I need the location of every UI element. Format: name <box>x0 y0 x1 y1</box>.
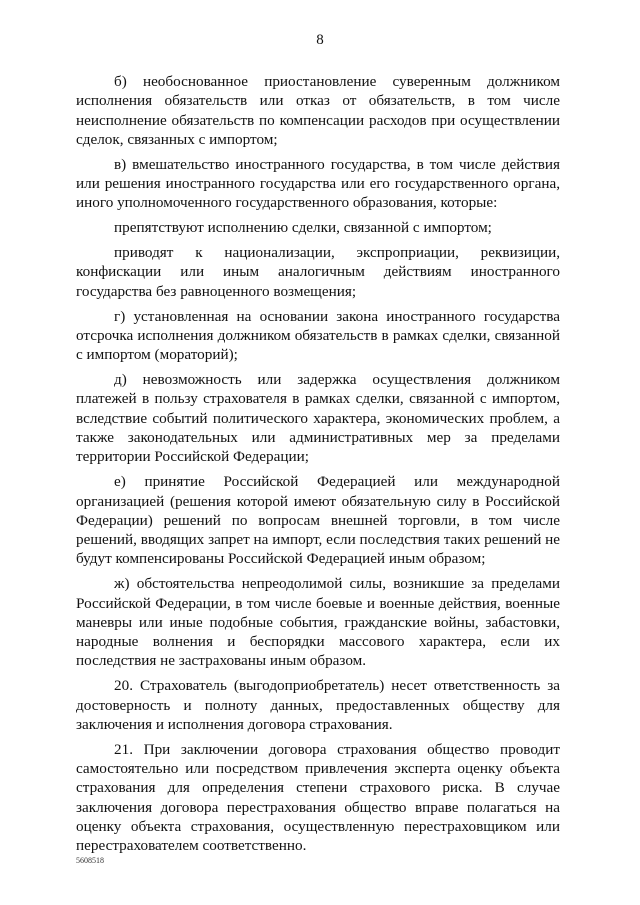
paragraph-v: в) вмешательство иностранного государства, в том числе действия или решения иностранного государства или его государственного органа, иного уполномоченного государственного образования, которые: <box>76 155 560 212</box>
page-number: 8 <box>316 32 324 48</box>
paragraph-v-sub-1: препятствуют исполнению сделки, связанной с импортом; <box>114 219 492 237</box>
paragraph-21: 21. При заключении договора страхования общество проводит самостоятельно или посредством привлечения эксперта оценку объекта страхования для определения степени страхового риска. В случае заключения договора перестрахования общество вправе полагаться на оценку объекта страхования, осуществленную перестраховщиком или перестрахователем соответственно. <box>76 740 560 855</box>
paragraph-zh: ж) обстоятельства непреодолимой силы, возникшие за пределами Российской Федерации, в том числе боевые и военные действия, военные маневры или иные подобные события, гражданские войны, забастовки, народные волнения и беспорядки массового характера, если их последствия не застрахованы иным образом. <box>76 575 560 670</box>
document-code: 5608518 <box>76 856 104 865</box>
document-body <box>76 72 560 861</box>
paragraph-d: д) невозможность или задержка осуществления должником платежей в пользу страхователя в рамках сделки, связанной с импортом, вследствие событий политического характера, экономических проблем, а также законодательных или административных мер за пределами территории Российской Федерации; <box>76 371 560 466</box>
paragraph-v-sub-2: приводят к национализации, экспроприации, реквизиции, конфискации или иным аналогичным действиям иностранного государства без равноценного возмещения; <box>76 244 560 300</box>
paragraph-g: г) установленная на основании закона иностранного государства отсрочка исполнения должником обязательств в рамках сделки, связанной с импортом (мораторий); <box>76 307 560 364</box>
paragraph-b: б) необоснованное приостановление суверенным должником исполнения обязательств или отказ от обязательств, в том числе неисполнение обязательств по компенсации расходов при осуществлении сделок, связанных с импортом; <box>76 73 560 148</box>
paragraph-e: е) принятие Российской Федерацией или международной организацией (решения которой имеют обязательную силу в Российской Федерации) решений по вопросам внешней торговли, в том числе решений, вводящих запрет на импорт, если последствия таких решений не будут компенсированы Российской Федерацией иным образом; <box>76 473 560 568</box>
paragraph-20: 20. Страхователь (выгодоприобретатель) несет ответственность за достоверность и полноту данных, предоставленных обществу для заключения и исполнения договора страхования. <box>76 677 560 733</box>
